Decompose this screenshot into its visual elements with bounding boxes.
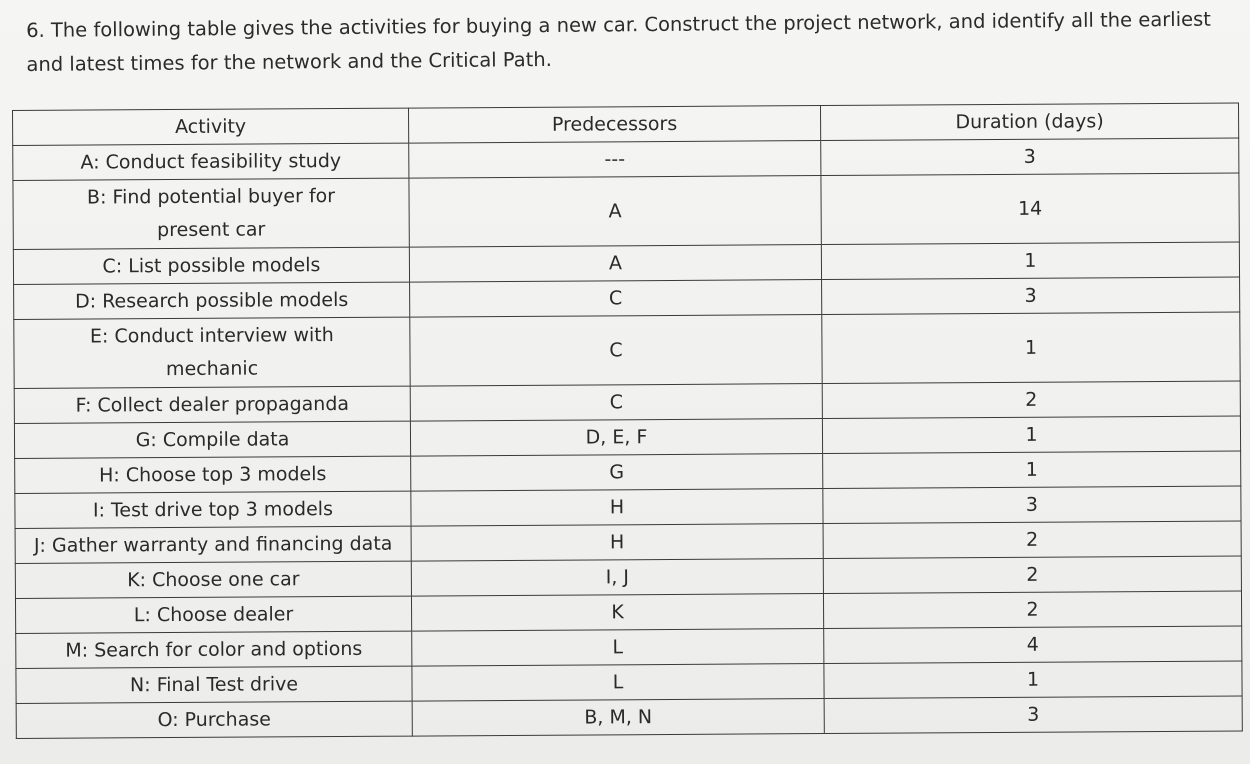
activity-cell: H: Choose top 3 models [15,456,411,493]
activity-cell [14,317,410,388]
duration-cell: 3 [822,277,1240,315]
predecessors-cell: H [411,524,823,562]
duration-cell: 3 [823,486,1241,524]
predecessors-cell: C [410,384,822,422]
duration-cell: 1 [821,242,1239,280]
duration-cell: 2 [823,556,1241,594]
duration-cell: 1 [823,451,1241,489]
predecessors-cell: K [411,594,823,632]
duration-cell: 1 [822,312,1240,384]
duration-cell: 2 [823,591,1241,629]
predecessors-cell: B, M, N [412,699,824,737]
activity-cell: A: Conduct feasibility study [13,143,409,180]
table-row [16,696,1242,738]
predecessors-cell: I, J [411,559,823,597]
activity-cell: O: Purchase [16,701,412,738]
activity-text: B: Find potential buyer for present car [86,185,336,242]
header-predecessors: Predecessors [408,106,820,144]
table-row [14,312,1240,388]
duration-cell: 1 [824,661,1242,699]
predecessors-cell: A [409,176,821,248]
header-activity: Activity [13,108,409,145]
predecessors-cell: --- [409,141,821,179]
header-duration: Duration (days) [820,103,1238,141]
activity-cell: M: Search for color and options [16,631,412,668]
predecessors-cell: A [409,245,821,283]
table-row [13,173,1239,249]
duration-cell: 1 [822,416,1240,454]
predecessors-cell: D, E, F [410,419,822,457]
predecessors-cell: C [410,315,822,387]
predecessors-cell: C [410,280,822,318]
predecessors-cell: L [412,629,824,667]
activity-text: E: Conduct interview with mechanic [89,324,334,381]
activity-cell: F: Collect dealer propaganda [14,386,410,423]
activity-cell: C: List possible models [13,247,409,284]
predecessors-cell: G [411,454,823,492]
activity-cell: J: Gather warranty and financing data [15,526,411,563]
predecessors-cell: H [411,489,823,527]
duration-cell: 3 [821,138,1239,176]
activity-cell: K: Choose one car [15,561,411,598]
duration-cell: 14 [821,173,1239,245]
question-text: 6. The following table gives the activities for buying a new car. Construct the project network, and identify all the earliest and latest times for the network and the Critical Path. [26,7,1211,76]
activity-cell [13,178,409,249]
activity-table [12,103,1243,739]
activity-cell: G: Compile data [14,421,410,458]
duration-cell: 2 [822,381,1240,419]
activity-cell: D: Research possible models [14,282,410,319]
duration-cell: 4 [824,626,1242,664]
activity-cell: I: Test drive top 3 models [15,491,411,528]
activity-cell: N: Final Test drive [16,666,412,703]
predecessors-cell: L [412,664,824,702]
duration-cell: 2 [823,521,1241,559]
activity-table-container [12,103,1242,739]
duration-cell: 3 [824,696,1242,734]
activity-cell: L: Choose dealer [15,596,411,633]
